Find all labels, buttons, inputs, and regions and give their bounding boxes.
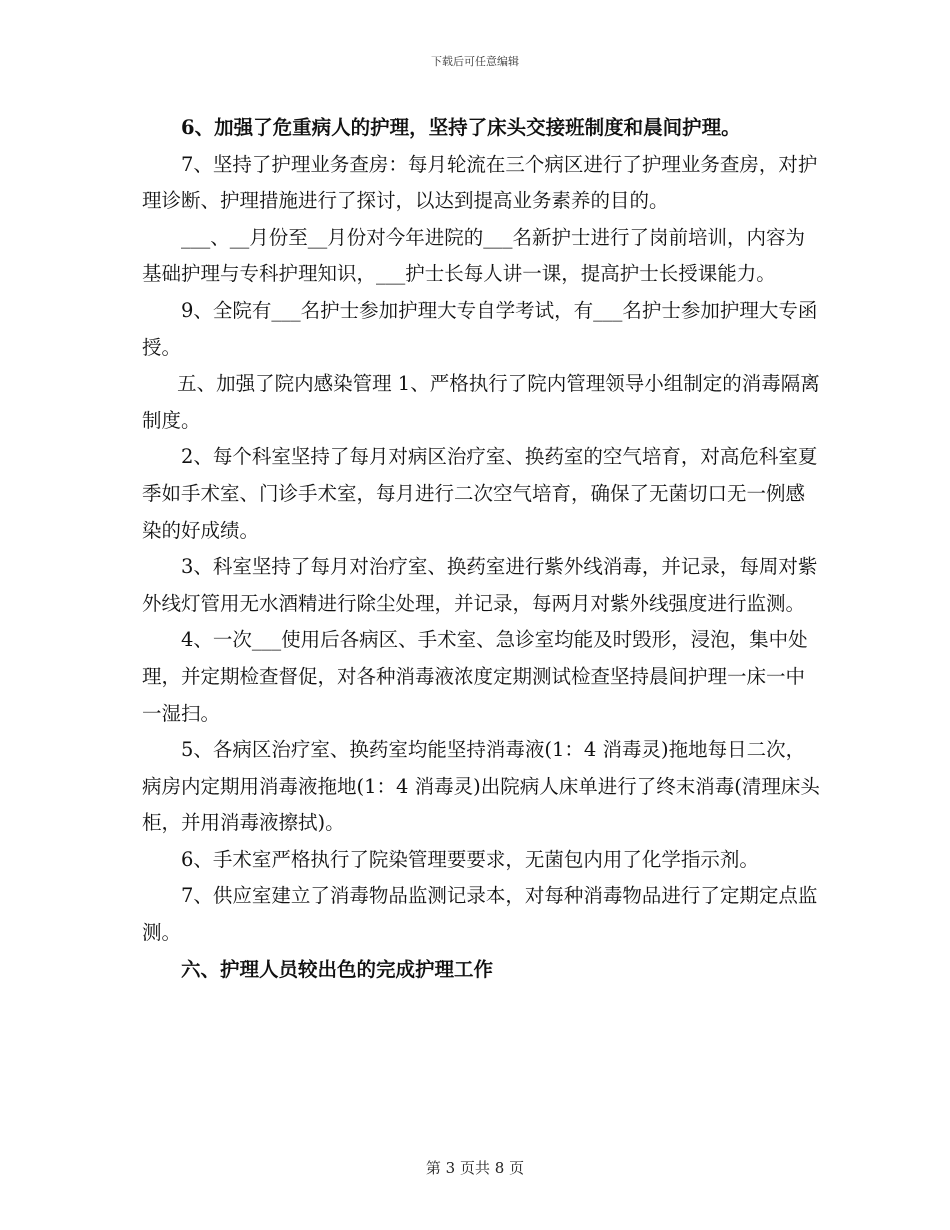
paragraph-7-ward-rounds: 7、坚持了护理业务查房：每月轮流在三个病区进行了护理业务查房，对护理诊断、护理措施进行了探讨，以达到提高业务素养的目的。 <box>142 152 818 213</box>
header-note: 下载后可任意编辑 <box>431 55 519 68</box>
paragraph-8-new-nurse-training: ___、__月份至__月份对今年进院的___名新护士进行了岗前培训，内容为基础护理与专科护理知识，___护士长每人讲一课，提高护士长授课能力。 <box>142 225 806 286</box>
paragraph-9-college-exam: 9、全院有___名护士参加护理大专自学考试，有___名护士参加护理大专函授。 <box>142 298 818 359</box>
document-body <box>142 110 822 988</box>
paragraph-2-air-culture: 2、每个科室坚持了每月对病区治疗室、换药室的空气培育，对高危科室夏季如手术室、门诊手术室，每月进行二次空气培育，确保了无菌切口无一例感染的好成绩。 <box>142 445 818 542</box>
paragraph-6-operating-room: 6、手术室严格执行了院染管理要要求，无菌包内用了化学指示剂。 <box>181 847 759 871</box>
paragraph-4-disposables: 4、一次___使用后各病区、手术室、急诊室均能及时毁形，浸泡，集中处理，并定期检查督促，对各种消毒液浓度定期测试检查坚持晨间护理一床一中一湿扫。 <box>142 628 808 725</box>
paragraph-7-supply-room: 7、供应室建立了消毒物品监测记录本，对每种消毒物品进行了定期定点监测。 <box>142 884 818 945</box>
section-six-heading: 六、护理人员较出色的完成护理工作 <box>181 957 494 981</box>
paragraph-6-critical-care: 6、加强了危重病人的护理，坚持了床头交接班制度和晨间护理。 <box>181 116 741 139</box>
paragraph-5-floor-disinfection: 5、各病区治疗室、换药室均能坚持消毒液(1：4 消毒灵)拖地每日二次，病房内定期用消毒液拖地(1：4 消毒灵)出院病人床单进行了终末消毒(清理床头柜，并用消毒液擦拭)。 <box>142 738 820 835</box>
section-five-infection-control: 五、加强了院内感染管理 1、严格执行了院内管理领导小组制定的消毒隔离制度。 <box>142 372 820 432</box>
paragraph-3-uv-disinfection: 3、科室坚持了每月对治疗室、换药室进行紫外线消毒，并记录，每周对紫外线灯管用无水酒精进行除尘处理，并记录，每两月对紫外线强度进行监测。 <box>142 555 818 615</box>
page-number: 第 3 页共 8 页 <box>425 1159 525 1177</box>
